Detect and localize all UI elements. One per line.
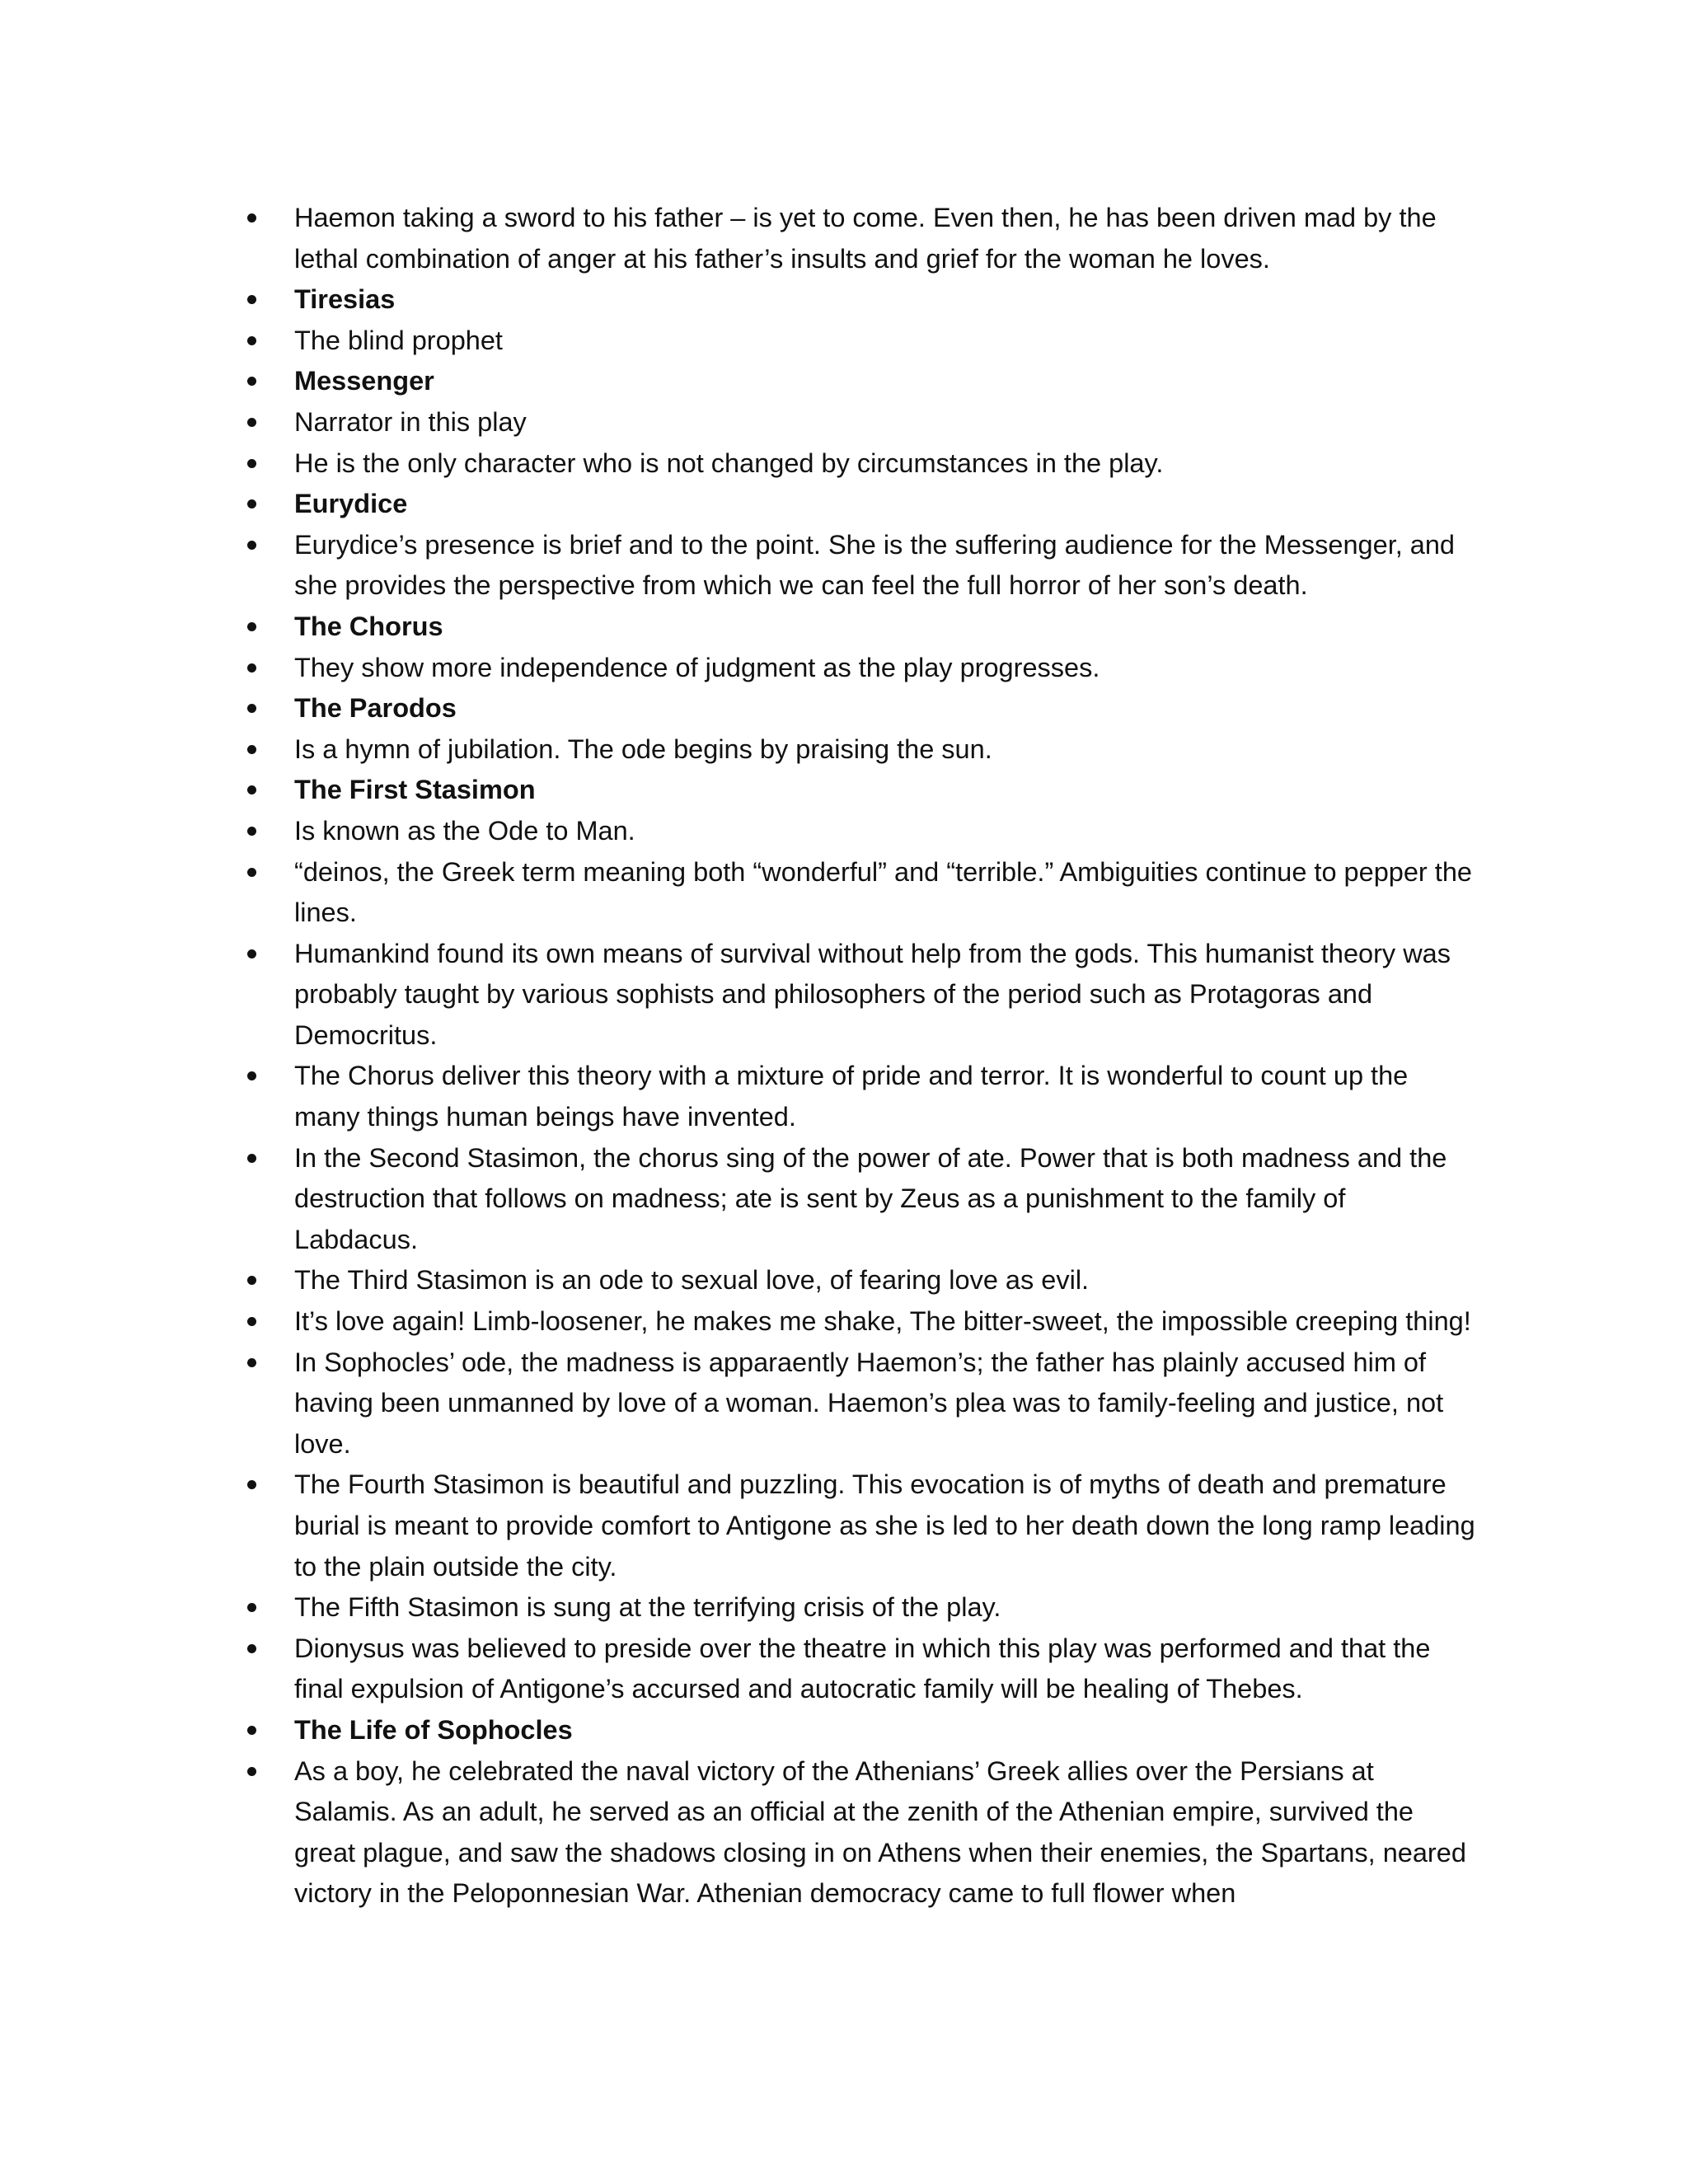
list-item [247,1138,1475,1261]
list-item-text: The blind prophet [294,325,503,355]
list-item-text: Is a hymn of jubilation. The ode begins by praising the sun. [294,733,992,764]
list-item [247,1301,1475,1343]
list-item-text: The Third Stasimon is an ode to sexual love, of fearing love as evil. [294,1265,1090,1296]
bullet-icon [247,704,256,713]
bullet-icon [247,1726,256,1735]
list-item-text: The Fifth Stasimon is sung at the terrifying crisis of the play. [294,1592,1001,1623]
list-item-text: They show more independence of judgment as the play progresses. [294,652,1100,682]
list-item-text: “deinos, the Greek term meaning both “wonderful” and “terrible.” Ambiguities continue to pepper the lines. [294,856,1472,928]
list-item-text: As a boy, he celebrated the naval victory of the Athenians’ Greek allies over the Persians at Salamis. As an adult, he served as an official at the zenith of the Athenian empire, survived the great plague, and saw the shadows closing in on Athens when their enemies, the Spartans, neared victory in the Peloponnesian War. Athenian democracy came to full flower when [294,1755,1466,1909]
list-item [247,852,1475,934]
section-heading-item [247,688,1475,729]
section-heading-item [247,279,1475,321]
list-item [247,1056,1475,1137]
section-heading: The Parodos [294,693,457,724]
list-item [247,811,1475,852]
bullet-icon [247,1767,256,1776]
list-item [247,321,1475,362]
bullet-list [247,198,1475,1915]
bullet-icon [247,1154,256,1163]
list-item-text: In the Second Stasimon, the chorus sing of the power of ate. Power that is both madness and the destruction that follows on madness; ate is sent by Zeus as a punishment to the family of Labdacus. [294,1142,1447,1254]
list-item-text: Haemon taking a sword to his father – is yet to come. Even then, he has been driven mad by the lethal combination of anger at his father’s insults and grief for the woman he loves. [294,203,1437,274]
list-item [247,402,1475,443]
section-heading-item [247,770,1475,811]
section-heading: The First Stasimon [294,775,536,805]
bullet-icon [247,827,256,836]
list-item-text: Humankind found its own means of survival without help from the gods. This humanist theory was probably taught by various sophists and philosophers of the period such as Protagoras and Democritus. [294,938,1451,1050]
list-item [247,1343,1475,1465]
list-item [247,443,1475,485]
list-item [247,1587,1475,1629]
bullet-icon [247,377,256,386]
section-heading-item [247,607,1475,648]
bullet-icon [247,745,256,754]
bullet-icon [247,541,256,550]
list-item-text: Dionysus was believed to preside over the theatre in which this play was performed and that the final expulsion of Antigone’s accursed and autocratic family will be healing of Thebes. [294,1633,1431,1704]
list-item [247,1465,1475,1587]
section-heading: Messenger [294,366,434,396]
bullet-icon [247,418,256,427]
list-item [247,729,1475,771]
list-item [247,648,1475,689]
section-heading-item [247,361,1475,402]
bullet-icon [247,785,256,794]
bullet-icon [247,1276,256,1285]
bullet-icon [247,1480,256,1489]
list-item-text: Narrator in this play [294,406,527,437]
bullet-icon [247,1317,256,1326]
bullet-icon [247,663,256,673]
section-heading: The Chorus [294,611,443,641]
list-item [247,1629,1475,1710]
bullet-icon [247,868,256,877]
bullet-icon [247,622,256,631]
section-heading: Eurydice [294,489,408,519]
list-item [247,525,1475,607]
list-item-text: The Chorus deliver this theory with a mixture of pride and terror. It is wonderful to count up the many things human beings have invented. [294,1061,1409,1132]
section-heading-item [247,1710,1475,1751]
list-item-text: Eurydice’s presence is brief and to the point. She is the suffering audience for the Messenger, and she provides the perspective from which we can feel the full horror of her son’s death. [294,529,1456,601]
list-item [247,934,1475,1057]
bullet-icon [247,1358,256,1367]
bullet-icon [247,213,256,223]
section-heading: Tiresias [294,284,396,315]
list-item-text: The Fourth Stasimon is beautiful and puzzling. This evocation is of myths of death and premature burial is meant to provide comfort to Antigone as she is led to her death down the long ramp leading to the plain outside the city. [294,1469,1475,1582]
list-item-text: It’s love again! Limb-loosener, he makes me shake, The bitter-sweet, the impossible creeping thing! [294,1306,1471,1337]
section-heading-item [247,484,1475,525]
list-item [247,1260,1475,1301]
list-item [247,1751,1475,1915]
bullet-icon [247,1644,256,1653]
list-item-text: In Sophocles’ ode, the madness is apparaently Haemon’s; the father has plainly accused him of having been unmanned by love of a woman. Haemon’s plea was to family-feeling and justice, not love. [294,1347,1444,1459]
list-item [247,198,1475,279]
bullet-icon [247,949,256,958]
list-item-text: Is known as the Ode to Man. [294,815,635,846]
bullet-icon [247,499,256,509]
list-item-text: He is the only character who is not changed by circumstances in the play. [294,448,1164,478]
bullet-icon [247,295,256,304]
bullet-icon [247,459,256,468]
bullet-icon [247,336,256,345]
section-heading: The Life of Sophocles [294,1714,573,1745]
bullet-icon [247,1603,256,1612]
bullet-icon [247,1071,256,1080]
